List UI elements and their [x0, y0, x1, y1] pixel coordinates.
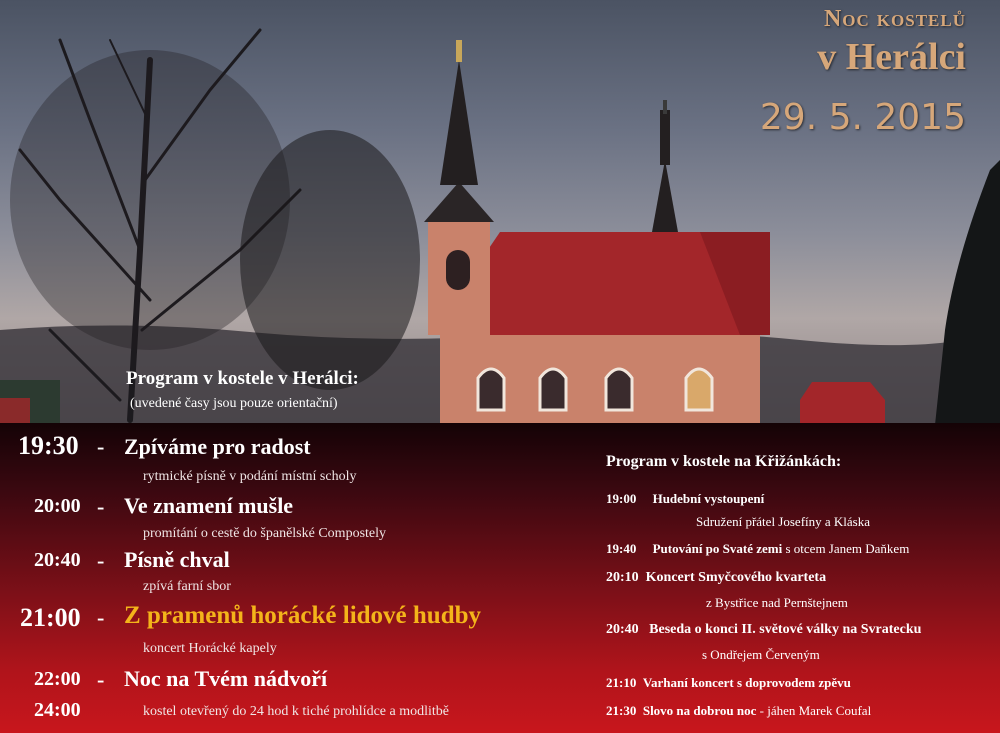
title-line-1: Noc kostelů	[823, 6, 966, 32]
item-description: promítání o cestě do španělské Compostely	[143, 526, 387, 541]
krizanky-item-time: 19:00	[606, 491, 637, 506]
item-time: 20:00	[34, 495, 81, 517]
krizanky-item-time: 20:10	[606, 570, 639, 585]
item-event: Ve znamení mušle	[124, 493, 294, 518]
krizanky-item-sub: Sdružení přátel Josefíny a Kláska	[696, 514, 871, 529]
krizanky-item	[606, 703, 871, 719]
item-dash: -	[97, 434, 105, 459]
krizanky-item	[606, 491, 764, 507]
krizanky-item-event: Varhaní koncert s doprovodem zpěvu	[642, 675, 851, 690]
krizanky-item-event: Hudební vystoupení	[652, 491, 765, 506]
krizanky-item-extra: - jáhen Marek Coufal	[759, 703, 872, 718]
poster-title	[760, 6, 966, 138]
krizanky-item	[606, 622, 921, 638]
item-event: Zpíváme pro radost	[124, 434, 311, 459]
krizanky-item-event: Koncert Smyčcového kvarteta	[645, 570, 827, 585]
heralec-program-heading	[126, 368, 359, 412]
program-band	[0, 423, 1000, 733]
krizanky-item-sub: z Bystřice nad Pernštejnem	[706, 595, 848, 610]
item-dash: -	[97, 548, 105, 573]
event-date: 29. 5. 2015	[759, 97, 966, 138]
krizanky-item-time: 19:40	[606, 541, 637, 556]
item-time: 21:00	[20, 603, 81, 632]
item-event: Z pramenů horácké lidové hudby	[124, 602, 482, 629]
item-time: 20:40	[34, 549, 81, 571]
item-time: 24:00	[34, 699, 81, 721]
krizanky-item	[606, 541, 909, 557]
krizanky-item-extra: s otcem Janem Daňkem	[785, 541, 910, 556]
krizanky-program-title: Program v kostele na Křižánkách:	[606, 453, 842, 470]
item-description: zpívá farní sbor	[143, 579, 231, 594]
krizanky-item-time: 21:10	[606, 675, 637, 690]
item-description: kostel otevřený do 24 hod k tiché prohlídce a modlitbě	[143, 704, 449, 719]
item-dash: -	[97, 605, 105, 630]
krizanky-item-event: Putování po Svaté zemi	[652, 541, 783, 556]
krizanky-item-event: Beseda o konci II. světové války na Svratecku	[649, 622, 922, 637]
item-description: koncert Horácké kapely	[143, 641, 277, 656]
item-event: Noc na Tvém nádvoří	[124, 666, 328, 691]
krizanky-item-time: 21:30	[606, 703, 637, 718]
krizanky-program-list	[606, 423, 1000, 733]
item-event: Písně chval	[124, 547, 230, 572]
krizanky-item-time: 20:40	[606, 622, 639, 637]
heralec-program-note: (uvedené časy jsou pouze orientační)	[130, 396, 338, 411]
krizanky-item	[606, 570, 826, 586]
item-dash: -	[97, 667, 105, 692]
item-time: 19:30	[18, 431, 79, 460]
item-description: rytmické písně v podání místní scholy	[143, 469, 357, 484]
item-dash: -	[97, 494, 105, 519]
item-time: 22:00	[34, 668, 81, 690]
heralec-program-title: Program v kostele v Herálci:	[126, 368, 359, 389]
krizanky-item-sub: s Ondřejem Červeným	[702, 647, 820, 662]
krizanky-item-event: Slovo na dobrou noc	[642, 703, 757, 718]
title-line-2: v Herálci	[817, 36, 966, 78]
heralec-program-list	[0, 423, 590, 733]
krizanky-item	[606, 675, 851, 691]
